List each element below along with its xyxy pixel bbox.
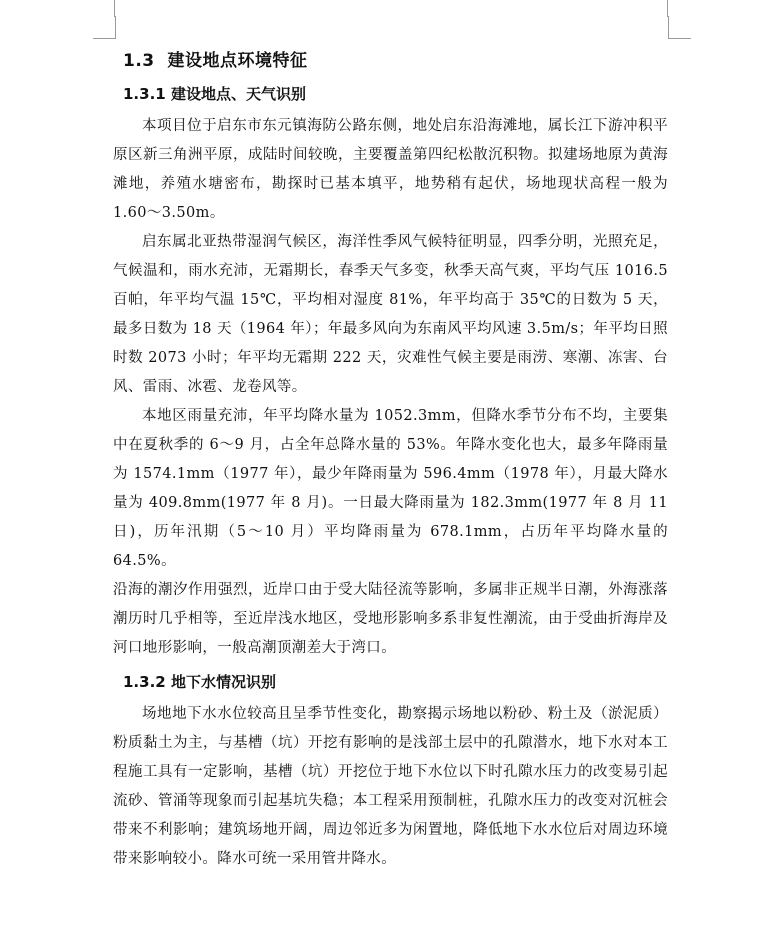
page-edge-left (114, 0, 115, 17)
paragraph-climate: 启东属北亚热带湿润气候区，海洋性季风气候特征明显，四季分明，光照充足，气候温和，雨水充沛，无霜期长，春季天气多变，秋季天高气爽，平均气压 1016.5 百帕，年平均气温 15℃，平均相对湿度 81%，年平均高于 35℃的日数为 5 天，最多日数为 18 天（1964 年）；年最多风向为东南风平均风速 3.5m/s；年平均日照时数 2073 小时；年平均无霜期 222 天，灾难性气候主要是雨涝、寒潮、冻害、台风、雷雨、冰雹、龙卷风等。 (113, 234, 668, 395)
subsection-title: 地下水情况识别 (170, 673, 276, 691)
section-title: 建设地点环境特征 (167, 51, 308, 71)
paragraph-location: 本项目位于启东市东元镇海防公路东侧，地处启东沿海滩地，属长江下游冲积平原区新三角洲平原，成陆时间较晚，主要覆盖第四纪松散沉积物。拟建场地原为黄海滩地，养殖水塘密布，勘探时已基本填平，地势稍有起伏，场地现状高程一般为 1.60～3.50m。 (113, 118, 668, 221)
section-number: 1.3 (123, 51, 155, 71)
paragraph-groundwater: 场地地下水水位较高且呈季节性变化，勘察揭示场地以粉砂、粉土及（淤泥质）粉质黏土为主，与基槽（坑）开挖有影响的是浅部土层中的孔隙潜水，地下水对本工程施工具有一定影响，基槽（坑）开挖位于地下水位以下时孔隙水压力的改变易引起流砂、管涌等现象而引起基坑失稳；本工程采用预制桩，孔隙水压力的改变对沉桩会带来不利影响；建筑场地开阔，周边邻近多为闲置地，降低地下水水位后对周边环境带来影响较小。降水可统一采用管井降水。 (113, 706, 668, 867)
paragraph-tide: 沿海的潮汐作用强烈，近岸口由于受大陆径流等影响，多属非正规半日潮，外海涨落潮历时几乎相等，至近岸浅水地区，受地形影响多系非复性潮流，由于受曲折海岸及河口地形影响，一般高潮顶潮差大于湾口。 (113, 582, 668, 656)
section-heading (123, 46, 668, 71)
page-corner-mark-top-right (668, 16, 691, 39)
subsection-number: 1.3.2 (123, 673, 166, 691)
subsection-title: 建设地点、天气识别 (170, 85, 306, 103)
document-body (113, 46, 668, 874)
paragraph-rainfall: 本地区雨量充沛，年平均降水量为 1052.3mm，但降水季节分布不均，主要集中在夏秋季的 6～9 月，占全年总降水量的 53%。年降水变化也大，最多年降雨量为 1574.1mm（1977 年），最少年降雨量为 596.4mm（1978 年），月最大降水量为 409.8mm(1977 年 8 月)。一日最大降雨量为 182.3mm(1977 年 8 月 11 日)，历年汛期（5～10 月）平均降雨量为 678.1mm，占历年平均降水量的 64.5%。 (113, 408, 668, 569)
subsection-number: 1.3.1 (123, 85, 166, 103)
page-edge-right (667, 0, 668, 17)
subsection-heading-1-3-1 (123, 83, 668, 104)
subsection-heading-1-3-2 (123, 671, 668, 692)
page-corner-mark-top-left (93, 16, 116, 39)
